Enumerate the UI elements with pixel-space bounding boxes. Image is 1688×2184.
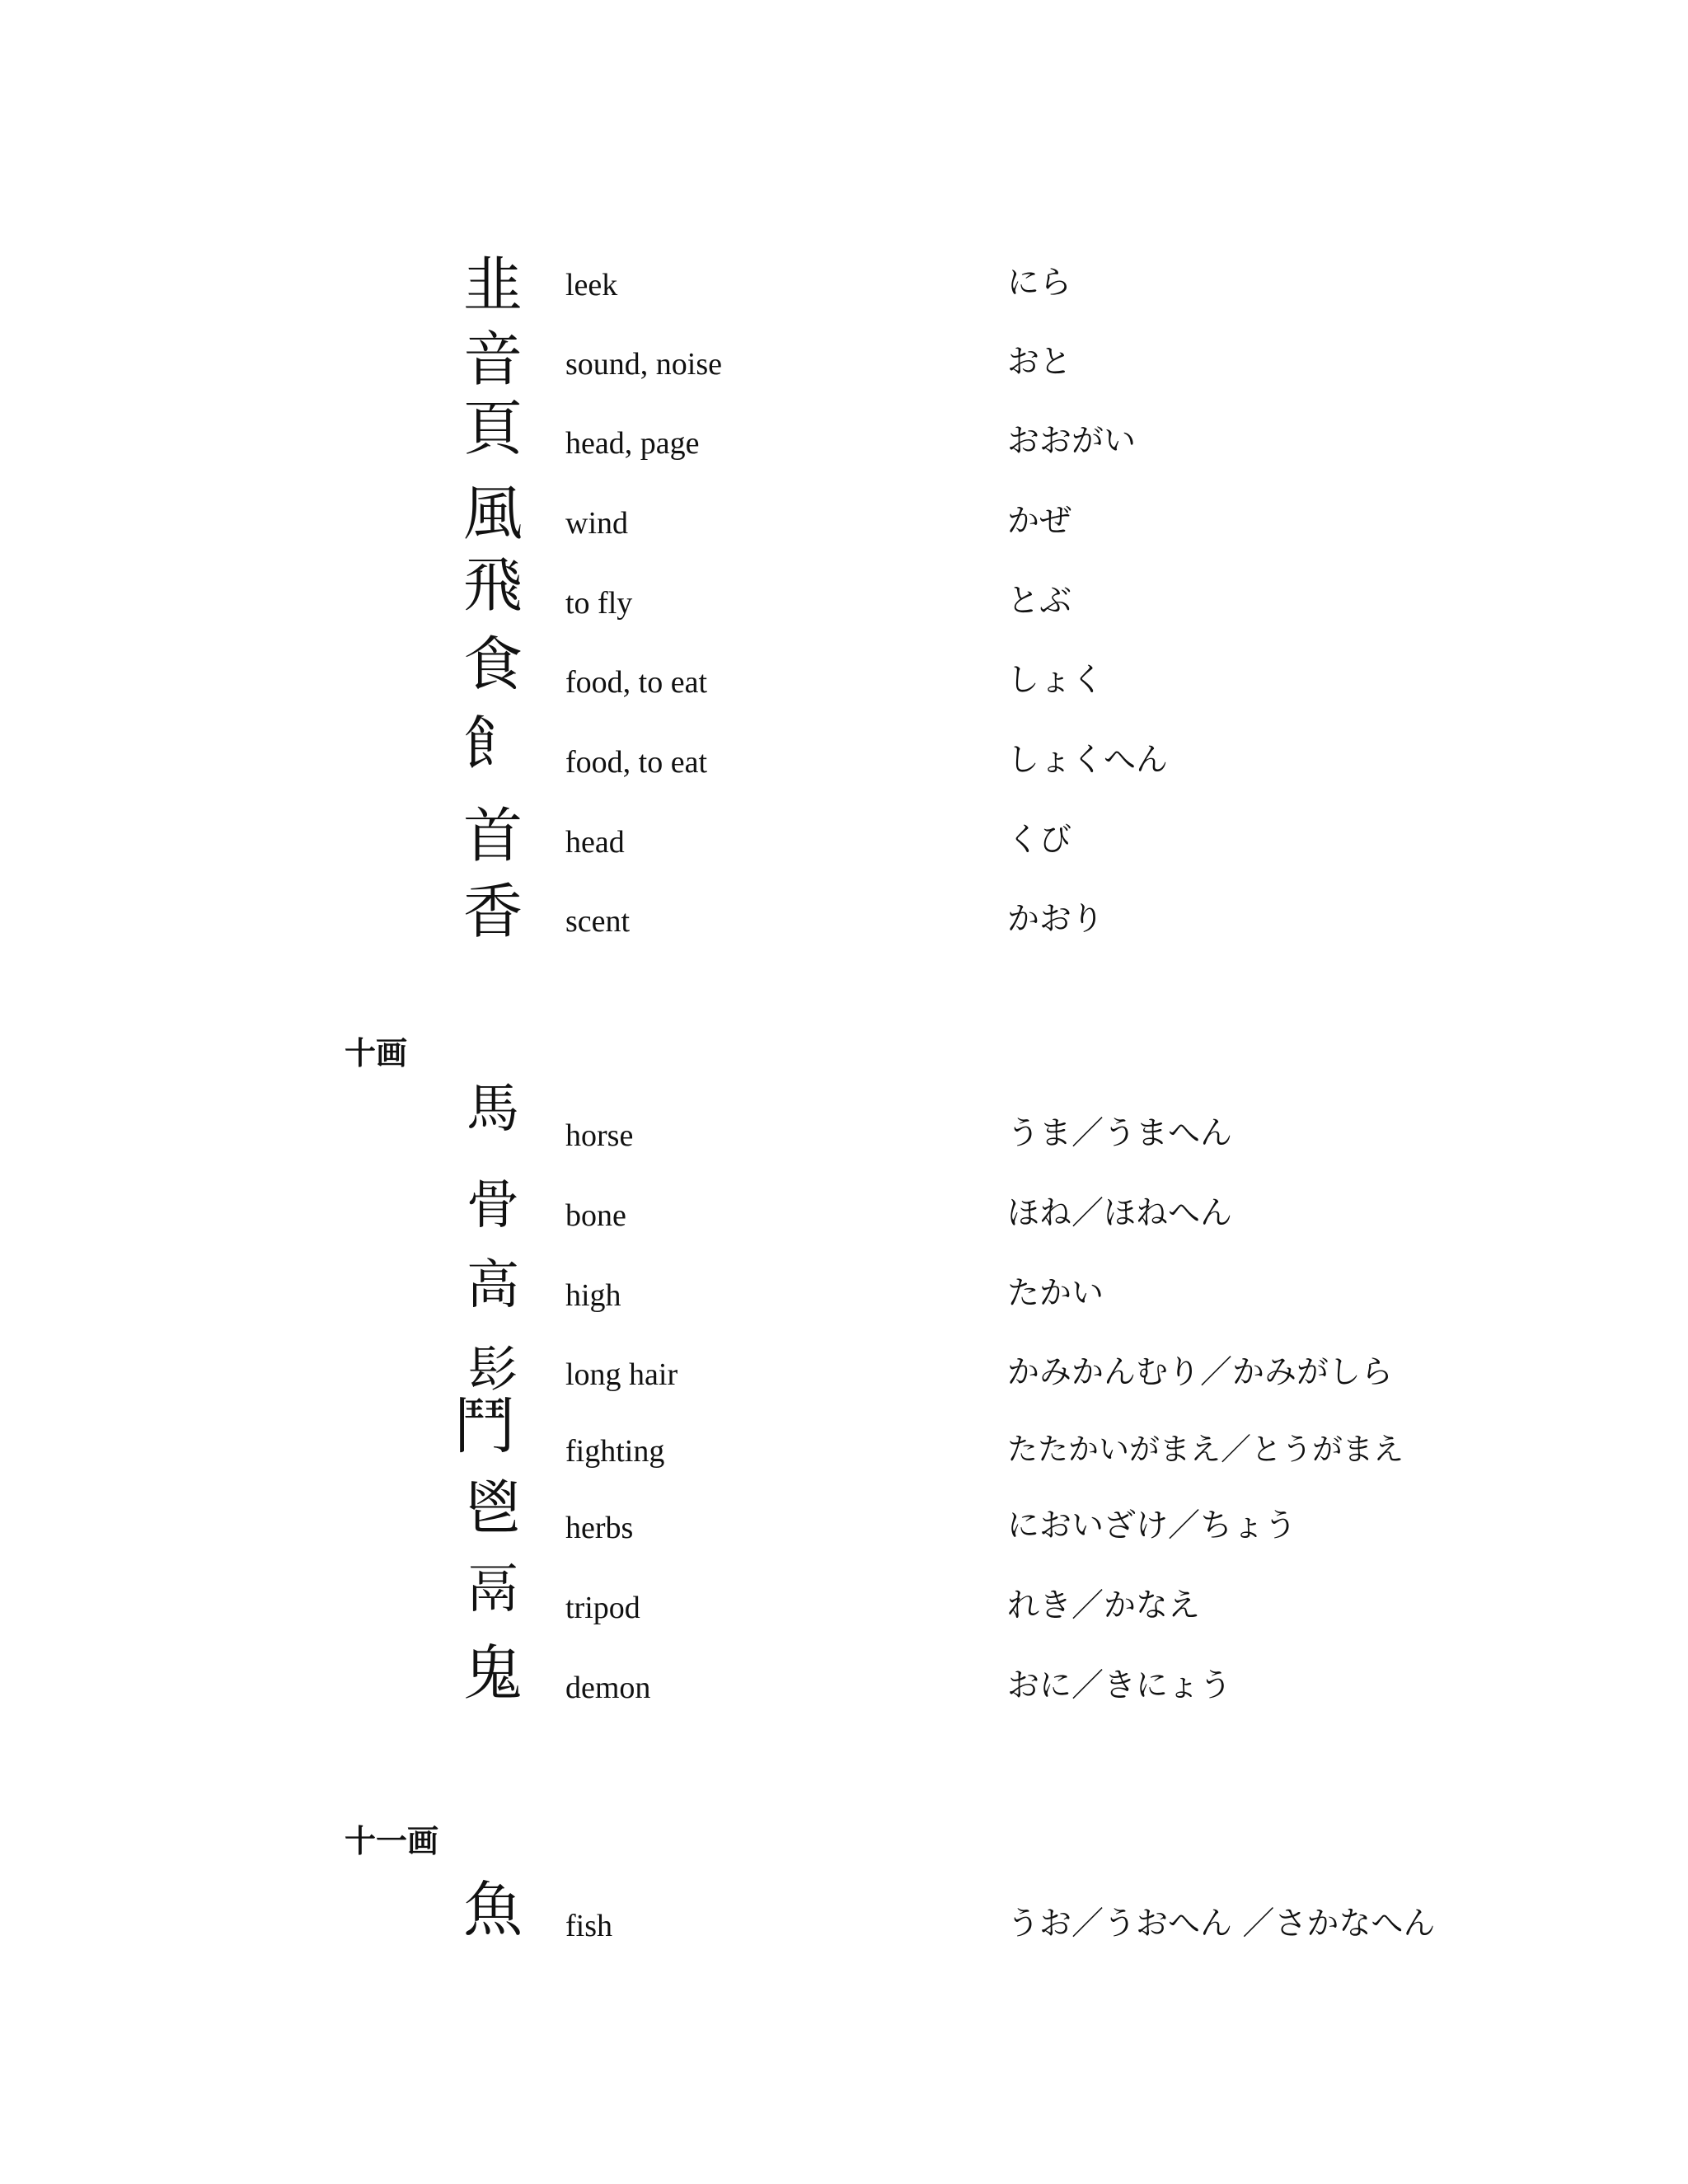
radical-reading: たかい: [1007, 1275, 1104, 1312]
radical-reading: とぶ: [1007, 583, 1072, 620]
radical-meaning: wind: [565, 506, 628, 541]
radical-meaning: high: [565, 1278, 621, 1313]
radical-glyph: 風: [462, 479, 523, 548]
radical-reading: おおがい: [1007, 423, 1137, 460]
radical-meaning: demon: [565, 1671, 651, 1705]
radical-meaning: tripod: [565, 1591, 640, 1625]
radical-row: [0, 1175, 1688, 1275]
radical-glyph: 馬: [467, 1079, 519, 1140]
radical-row: [0, 801, 1688, 902]
radical-meaning: fish: [565, 1909, 612, 1943]
radical-meaning: food, to eat: [565, 745, 708, 780]
radical-row: [0, 1255, 1688, 1355]
radical-row: [0, 1391, 1688, 1511]
radical-glyph: 頁: [462, 394, 523, 463]
radical-row: [0, 1559, 1688, 1667]
radical-glyph: 魚: [462, 1875, 523, 1944]
radical-reading: かぜ: [1007, 503, 1072, 540]
radical-glyph: 鬼: [462, 1638, 523, 1708]
radical-glyph: 飛: [462, 551, 523, 620]
radical-reading: ほね／ほねへん: [1007, 1195, 1233, 1232]
radical-reading: においざけ／ちょう: [1007, 1507, 1297, 1544]
section-heading: 十画: [345, 1035, 408, 1071]
radical-reading: しょく: [1007, 662, 1104, 699]
radical-meaning: head: [565, 825, 625, 860]
radical-meaning: leek: [565, 268, 618, 302]
radical-glyph: 髟: [468, 1341, 518, 1399]
radical-reading: かみかんむり／かみがしら: [1007, 1354, 1394, 1391]
radical-meaning: to fly: [565, 586, 633, 621]
radical-meaning: bone: [565, 1198, 626, 1233]
radical-glyph: 香: [462, 877, 523, 946]
radical-reading: たたかいがまえ／とうがまえ: [1007, 1432, 1404, 1467]
radical-reading: おに／きにょう: [1007, 1667, 1232, 1704]
radical-row: [0, 630, 1688, 742]
radical-reading: うお／うおへん ／さかなへん: [1007, 1905, 1436, 1943]
radical-row: [0, 479, 1688, 583]
radical-row: [0, 251, 1688, 344]
radical-row: [0, 1875, 1688, 1985]
radical-row: [0, 877, 1688, 981]
radical-reading: しょくへん: [1007, 742, 1169, 779]
radical-glyph: 骨: [467, 1175, 519, 1236]
radical-row: [0, 1474, 1688, 1587]
radical-row: [0, 1638, 1688, 1747]
radical-meaning: herbs: [565, 1511, 634, 1545]
radical-meaning: sound, noise: [565, 347, 722, 382]
radical-glyph: 鬯: [462, 1474, 523, 1543]
radical-row: [0, 710, 1688, 822]
radical-meaning: food, to eat: [565, 665, 708, 700]
radical-meaning: horse: [565, 1118, 634, 1153]
radical-row: [0, 551, 1688, 663]
radical-reading: かおり: [1007, 901, 1104, 938]
radical-meaning: long hair: [565, 1357, 678, 1392]
radical-row: [0, 394, 1688, 503]
radical-reading: くび: [1007, 822, 1072, 859]
radical-meaning: scent: [565, 904, 631, 939]
radical-glyph: 食: [462, 630, 523, 699]
radical-meaning: fighting: [565, 1434, 665, 1469]
radical-glyph: 高: [467, 1255, 519, 1316]
radical-row: [0, 1341, 1688, 1434]
radical-glyph: 首: [462, 801, 523, 870]
radical-meaning: head, page: [565, 426, 700, 461]
radical-reading: にら: [1007, 265, 1072, 302]
radical-row: [0, 1079, 1688, 1195]
radical-row: [0, 325, 1688, 424]
section-heading: 十一画: [345, 1823, 439, 1859]
radical-glyph: 韭: [462, 251, 523, 320]
radical-glyph: 音: [462, 325, 523, 394]
radical-reading: おと: [1007, 344, 1072, 381]
radical-glyph: 鬥: [454, 1391, 515, 1462]
radical-glyph: 飠: [462, 710, 523, 779]
radical-glyph: 鬲: [467, 1559, 519, 1620]
radical-reading: れき／かなえ: [1007, 1587, 1201, 1624]
radical-reading: うま／うまへん: [1007, 1115, 1233, 1152]
